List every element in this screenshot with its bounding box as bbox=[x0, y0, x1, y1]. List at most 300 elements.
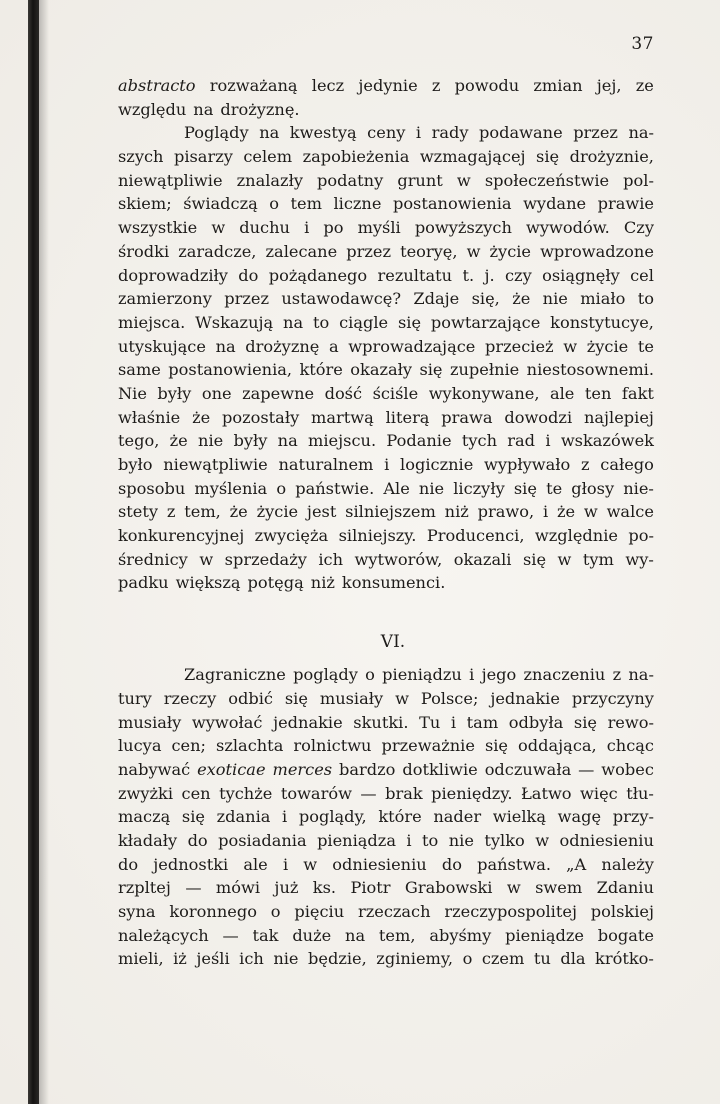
word: wszystkie bbox=[118, 218, 198, 238]
word: myśli bbox=[357, 218, 401, 238]
text-line bbox=[118, 831, 654, 855]
word: się bbox=[573, 712, 597, 732]
word: mieli, bbox=[118, 949, 164, 969]
word: do bbox=[441, 854, 462, 874]
word: życie bbox=[489, 241, 532, 261]
word: tychże bbox=[219, 783, 273, 803]
word: wydane bbox=[523, 194, 587, 214]
word: wytworów, bbox=[354, 549, 443, 569]
word: tem, bbox=[184, 502, 221, 522]
text-line bbox=[118, 384, 654, 408]
word: odniesieniu bbox=[332, 854, 427, 874]
word: z bbox=[581, 455, 590, 474]
text-line bbox=[118, 807, 654, 831]
word: rezultatu bbox=[377, 265, 453, 285]
word: liczne bbox=[333, 194, 382, 214]
word: tu bbox=[533, 949, 551, 969]
word: przecież bbox=[485, 336, 554, 356]
word: z bbox=[431, 76, 441, 95]
word: o bbox=[365, 665, 375, 685]
word: dowodzi bbox=[504, 407, 573, 427]
text-line bbox=[118, 218, 654, 242]
word: rolnictwu bbox=[293, 736, 372, 756]
word: odbić bbox=[228, 688, 273, 708]
word: nie bbox=[542, 289, 568, 309]
word: ten bbox=[584, 383, 612, 403]
word: polskiej bbox=[590, 902, 654, 921]
text-line bbox=[118, 100, 654, 124]
word: niestosownemi. bbox=[526, 360, 654, 380]
word: Poglądy bbox=[184, 123, 249, 143]
word: pieniądza bbox=[317, 830, 396, 850]
word: było bbox=[118, 455, 153, 474]
word: się bbox=[419, 360, 443, 380]
word: i bbox=[282, 854, 289, 874]
word: chcąc bbox=[606, 736, 654, 756]
word: na bbox=[283, 312, 304, 332]
word: przez bbox=[346, 241, 392, 261]
word: i bbox=[542, 502, 549, 522]
word: ale bbox=[243, 854, 268, 874]
word: zalecane bbox=[265, 241, 338, 261]
word: tym bbox=[582, 549, 614, 569]
word: silniejszy. bbox=[338, 526, 417, 546]
word: posiadania bbox=[218, 830, 307, 850]
word: całego bbox=[600, 455, 654, 474]
word: Ale bbox=[383, 478, 410, 498]
word: to bbox=[422, 830, 439, 850]
word: na bbox=[193, 99, 214, 119]
word: Nie bbox=[118, 383, 147, 403]
word: swem bbox=[535, 878, 583, 898]
word: w bbox=[535, 830, 550, 850]
word: Piotr bbox=[350, 878, 391, 898]
word: miejscu. bbox=[308, 431, 377, 451]
word: rzpltej bbox=[118, 878, 171, 898]
text-line bbox=[118, 360, 654, 384]
word: już bbox=[274, 878, 299, 898]
word: tych bbox=[461, 431, 498, 451]
word: wywołać bbox=[191, 712, 263, 732]
word: po bbox=[323, 218, 344, 238]
word: jednakie bbox=[490, 688, 560, 708]
section-vi-body bbox=[118, 665, 654, 973]
word: Zdaje bbox=[413, 289, 460, 309]
word: dość bbox=[324, 383, 363, 403]
word: iż bbox=[173, 949, 187, 969]
word: które bbox=[378, 807, 422, 827]
word: kładały bbox=[118, 830, 178, 850]
word: ściśle bbox=[372, 383, 419, 403]
text-line bbox=[118, 337, 654, 361]
word: niewątpliwie bbox=[163, 455, 268, 474]
word: znalazły bbox=[236, 170, 303, 190]
section-v-continuation bbox=[118, 76, 654, 597]
word: świadczą bbox=[183, 194, 258, 214]
word: tłu- bbox=[626, 783, 654, 803]
word: musiały bbox=[118, 712, 182, 732]
text-line bbox=[118, 926, 654, 950]
word: ich bbox=[239, 949, 264, 969]
word: zginiemy, bbox=[376, 949, 454, 969]
word: abyśmy bbox=[429, 925, 492, 945]
word: się bbox=[181, 807, 205, 827]
word: „A bbox=[566, 854, 587, 874]
word: należących bbox=[118, 925, 209, 945]
word: Zdaniu bbox=[596, 878, 654, 898]
word: ciągle bbox=[339, 312, 389, 332]
word: te bbox=[546, 478, 563, 498]
word: oddająca, bbox=[518, 736, 597, 756]
word: konstytucye, bbox=[550, 312, 654, 332]
word: że bbox=[169, 431, 188, 451]
word: miało bbox=[580, 289, 626, 309]
section-gap bbox=[118, 597, 654, 625]
word: przeważnie bbox=[381, 736, 475, 756]
word: odniesieniu bbox=[559, 830, 654, 850]
word: średnicy bbox=[118, 549, 188, 569]
word: duchu bbox=[239, 218, 290, 238]
text-line bbox=[118, 242, 654, 266]
word: życie bbox=[586, 336, 629, 356]
word: się bbox=[484, 736, 509, 756]
word: na bbox=[215, 336, 236, 356]
word: głosy bbox=[571, 478, 615, 498]
word: w bbox=[199, 549, 214, 569]
word: one bbox=[201, 383, 232, 403]
word: i bbox=[469, 665, 475, 685]
word: się, bbox=[471, 289, 500, 309]
word: musiały bbox=[319, 688, 384, 708]
word: wprowadzone bbox=[540, 241, 654, 261]
word: maczą bbox=[118, 807, 171, 827]
word: cen bbox=[181, 783, 211, 803]
word: tury bbox=[118, 688, 152, 708]
paragraph bbox=[118, 123, 654, 597]
word: exoticae bbox=[197, 759, 266, 779]
word: lucya bbox=[118, 736, 162, 756]
word: Zagraniczne bbox=[184, 665, 286, 685]
word: państwa. bbox=[477, 854, 552, 874]
word: do bbox=[187, 830, 208, 850]
word: sposobu bbox=[118, 478, 186, 498]
word: w bbox=[466, 241, 481, 261]
word: zwyżki bbox=[118, 783, 174, 803]
word: społeczeństwie bbox=[484, 170, 610, 190]
word: ale bbox=[549, 383, 575, 403]
word: były bbox=[157, 383, 192, 403]
word: się bbox=[536, 147, 560, 167]
word: się bbox=[397, 312, 422, 332]
word: pol- bbox=[623, 170, 654, 190]
word: czem bbox=[481, 949, 525, 969]
text-line bbox=[118, 408, 654, 432]
word: tam bbox=[466, 712, 499, 732]
word: literą bbox=[385, 407, 430, 427]
word: Tu bbox=[419, 712, 441, 732]
word: jednakie bbox=[273, 712, 343, 732]
word: wskazówek bbox=[560, 431, 654, 451]
word: z bbox=[612, 665, 622, 685]
text-line bbox=[118, 147, 654, 171]
word: cel bbox=[630, 265, 654, 285]
word: nie bbox=[418, 478, 445, 498]
word: i bbox=[304, 218, 310, 238]
word: Łatwo bbox=[520, 783, 572, 803]
word: silniejszem bbox=[345, 502, 436, 522]
word: nader bbox=[433, 807, 482, 827]
word: drożyznę. bbox=[220, 99, 300, 119]
word: szlachta bbox=[216, 736, 284, 756]
word: przez bbox=[224, 289, 269, 309]
word: potęgą bbox=[247, 573, 304, 593]
word: ks. bbox=[312, 878, 337, 898]
word: zaradcze, bbox=[178, 241, 257, 261]
word: więc bbox=[580, 783, 618, 803]
word: że bbox=[229, 502, 248, 522]
word: ich bbox=[318, 549, 344, 569]
word: sprzedaży bbox=[224, 549, 307, 569]
word: o bbox=[462, 949, 473, 969]
word: postanowienia bbox=[392, 194, 512, 214]
word: kwestyą bbox=[289, 123, 357, 143]
word: środki bbox=[118, 241, 170, 261]
word: należy bbox=[601, 854, 654, 874]
word: jego bbox=[481, 665, 517, 685]
word: Grabowski bbox=[404, 878, 493, 898]
text-line bbox=[118, 479, 654, 503]
word: rzeczypospolitej bbox=[444, 902, 577, 921]
word: przyczyny bbox=[571, 688, 654, 708]
word: wagę bbox=[557, 807, 602, 827]
word: zwycięża bbox=[254, 526, 329, 546]
word: naturalnem bbox=[278, 455, 374, 474]
word: — bbox=[578, 759, 595, 779]
word: towarów bbox=[280, 783, 352, 803]
text-line bbox=[118, 526, 654, 550]
text-line bbox=[118, 431, 654, 455]
word: i bbox=[406, 830, 412, 850]
word: — bbox=[360, 783, 377, 803]
word: odczuwała bbox=[484, 759, 572, 779]
word: nie bbox=[273, 949, 299, 969]
text-line bbox=[118, 784, 654, 808]
word: wypływało bbox=[484, 455, 571, 474]
word: wielką bbox=[492, 807, 547, 827]
word: krótko- bbox=[595, 949, 654, 969]
word: to bbox=[312, 312, 330, 332]
word: w bbox=[456, 170, 471, 190]
word: pieniędzy. bbox=[431, 783, 513, 803]
word: i bbox=[545, 431, 551, 451]
word: Wskazują bbox=[195, 312, 274, 332]
word: niewątpliwie bbox=[118, 170, 223, 190]
word: osiągnęły bbox=[542, 265, 620, 285]
word: w bbox=[583, 502, 598, 522]
word: jej, bbox=[596, 76, 622, 95]
word: właśnie bbox=[118, 407, 181, 427]
word: rad bbox=[507, 431, 536, 451]
word: które bbox=[299, 360, 343, 380]
word: zupełnie bbox=[449, 360, 520, 380]
word: abstracto bbox=[118, 76, 196, 95]
text-line bbox=[118, 736, 654, 760]
word: prawa bbox=[441, 407, 493, 427]
word: bardzo bbox=[339, 759, 396, 779]
word: powyższych bbox=[414, 218, 512, 238]
word: doprowadziły bbox=[118, 265, 228, 285]
word: pięciu bbox=[294, 902, 345, 921]
page-number: 37 bbox=[631, 34, 654, 54]
word: bogate bbox=[597, 925, 654, 945]
word: Podanie bbox=[386, 431, 452, 451]
word: poglądy bbox=[293, 665, 358, 685]
word: o bbox=[276, 478, 287, 498]
word: pisarzy bbox=[173, 147, 233, 167]
word: dotkliwie bbox=[402, 759, 478, 779]
word: się bbox=[513, 478, 537, 498]
word: że bbox=[556, 502, 576, 522]
text-line bbox=[118, 266, 654, 290]
text-line bbox=[118, 665, 654, 689]
word: utyskujące bbox=[118, 336, 206, 356]
word: w bbox=[395, 688, 409, 708]
word: na bbox=[345, 925, 366, 945]
text-line bbox=[118, 949, 654, 973]
word: z bbox=[166, 502, 176, 522]
word: do bbox=[238, 265, 259, 285]
word: rady bbox=[431, 123, 469, 143]
word: pieniądze bbox=[505, 925, 584, 945]
word: Polsce; bbox=[420, 688, 479, 708]
text-line bbox=[118, 289, 654, 313]
text-line bbox=[118, 760, 654, 784]
word: lecz bbox=[311, 76, 345, 95]
word: w bbox=[211, 218, 226, 238]
word: cen; bbox=[171, 736, 207, 756]
word: skiem; bbox=[118, 194, 172, 214]
word: wzmagającej bbox=[419, 147, 526, 167]
word: same bbox=[118, 360, 161, 380]
text-line bbox=[118, 902, 654, 926]
word: grunt bbox=[397, 170, 443, 190]
text-line bbox=[118, 171, 654, 195]
word: wykonywane, bbox=[428, 383, 540, 403]
book-spine bbox=[28, 0, 39, 1104]
word: przy- bbox=[612, 807, 654, 827]
word: względu bbox=[118, 99, 187, 119]
word: nie bbox=[448, 830, 474, 850]
word: że bbox=[512, 289, 531, 309]
word: w bbox=[563, 336, 578, 356]
word: wy- bbox=[625, 549, 654, 569]
word: zamierzony bbox=[118, 289, 212, 309]
word: zapobieżenia bbox=[302, 147, 410, 167]
text-line bbox=[118, 123, 654, 147]
spine-shadow bbox=[39, 0, 49, 1104]
word: nie- bbox=[623, 478, 654, 498]
word: rewo- bbox=[607, 712, 654, 732]
word: pieniądzu bbox=[382, 665, 462, 685]
word: merces bbox=[272, 759, 333, 779]
word: wobec bbox=[601, 759, 654, 779]
word: rozważaną bbox=[209, 76, 298, 95]
word: miejsca. bbox=[118, 312, 186, 332]
text-line bbox=[118, 76, 654, 100]
word: Producenci, bbox=[426, 526, 525, 546]
word: i bbox=[450, 712, 457, 732]
word: drożyznę bbox=[245, 336, 320, 356]
word: logicznie bbox=[400, 455, 474, 474]
paragraph bbox=[118, 665, 654, 973]
text-line bbox=[118, 713, 654, 737]
word: jedynie bbox=[358, 76, 418, 95]
word: jednostki bbox=[153, 854, 229, 874]
word: jest bbox=[306, 502, 337, 522]
word: o bbox=[270, 902, 281, 921]
word: stety bbox=[118, 502, 159, 522]
word: t. bbox=[462, 265, 475, 285]
word: a bbox=[329, 336, 339, 356]
word: większą bbox=[175, 573, 241, 593]
word: drożyznie, bbox=[569, 147, 654, 167]
word: brak bbox=[385, 783, 423, 803]
word: syna bbox=[118, 902, 156, 921]
word: państwie. bbox=[295, 478, 375, 498]
word: i bbox=[384, 455, 390, 474]
word: konsumenci. bbox=[341, 573, 446, 593]
word: względnie bbox=[534, 526, 618, 546]
word: i bbox=[415, 123, 422, 143]
word: były bbox=[233, 431, 268, 451]
word: o bbox=[269, 194, 280, 214]
word: rzeczach bbox=[357, 902, 431, 921]
word: znaczeniu bbox=[523, 665, 606, 685]
word: czy bbox=[504, 265, 532, 285]
word: zapewne bbox=[242, 383, 315, 403]
text-line bbox=[118, 550, 654, 574]
word: te bbox=[637, 336, 654, 356]
word: że bbox=[192, 407, 211, 427]
word: wprowadzające bbox=[348, 336, 476, 356]
word: martwą bbox=[311, 407, 374, 427]
word: na bbox=[277, 431, 298, 451]
word: się bbox=[522, 549, 547, 569]
text-line bbox=[118, 689, 654, 713]
word: prawo, bbox=[477, 502, 535, 522]
word: Czy bbox=[623, 218, 654, 238]
word: rzeczy bbox=[163, 688, 217, 708]
word: liczyły bbox=[453, 478, 505, 498]
word: powodu bbox=[454, 76, 520, 95]
word: i bbox=[282, 807, 288, 827]
word: jeśli bbox=[196, 949, 230, 969]
word: niż bbox=[310, 573, 335, 593]
word: mówi bbox=[215, 878, 261, 898]
word: ustawodawcę? bbox=[281, 289, 402, 309]
word: na bbox=[259, 123, 280, 143]
word: — bbox=[185, 878, 202, 898]
word: podatny bbox=[317, 170, 384, 190]
word: na- bbox=[628, 665, 654, 685]
word: tylko bbox=[484, 830, 525, 850]
word: konkurencyjnej bbox=[118, 526, 245, 546]
word: okazały bbox=[350, 360, 413, 380]
word: ze bbox=[635, 76, 654, 95]
word: nie bbox=[198, 431, 224, 451]
text-line bbox=[118, 455, 654, 479]
word: na- bbox=[628, 123, 654, 143]
